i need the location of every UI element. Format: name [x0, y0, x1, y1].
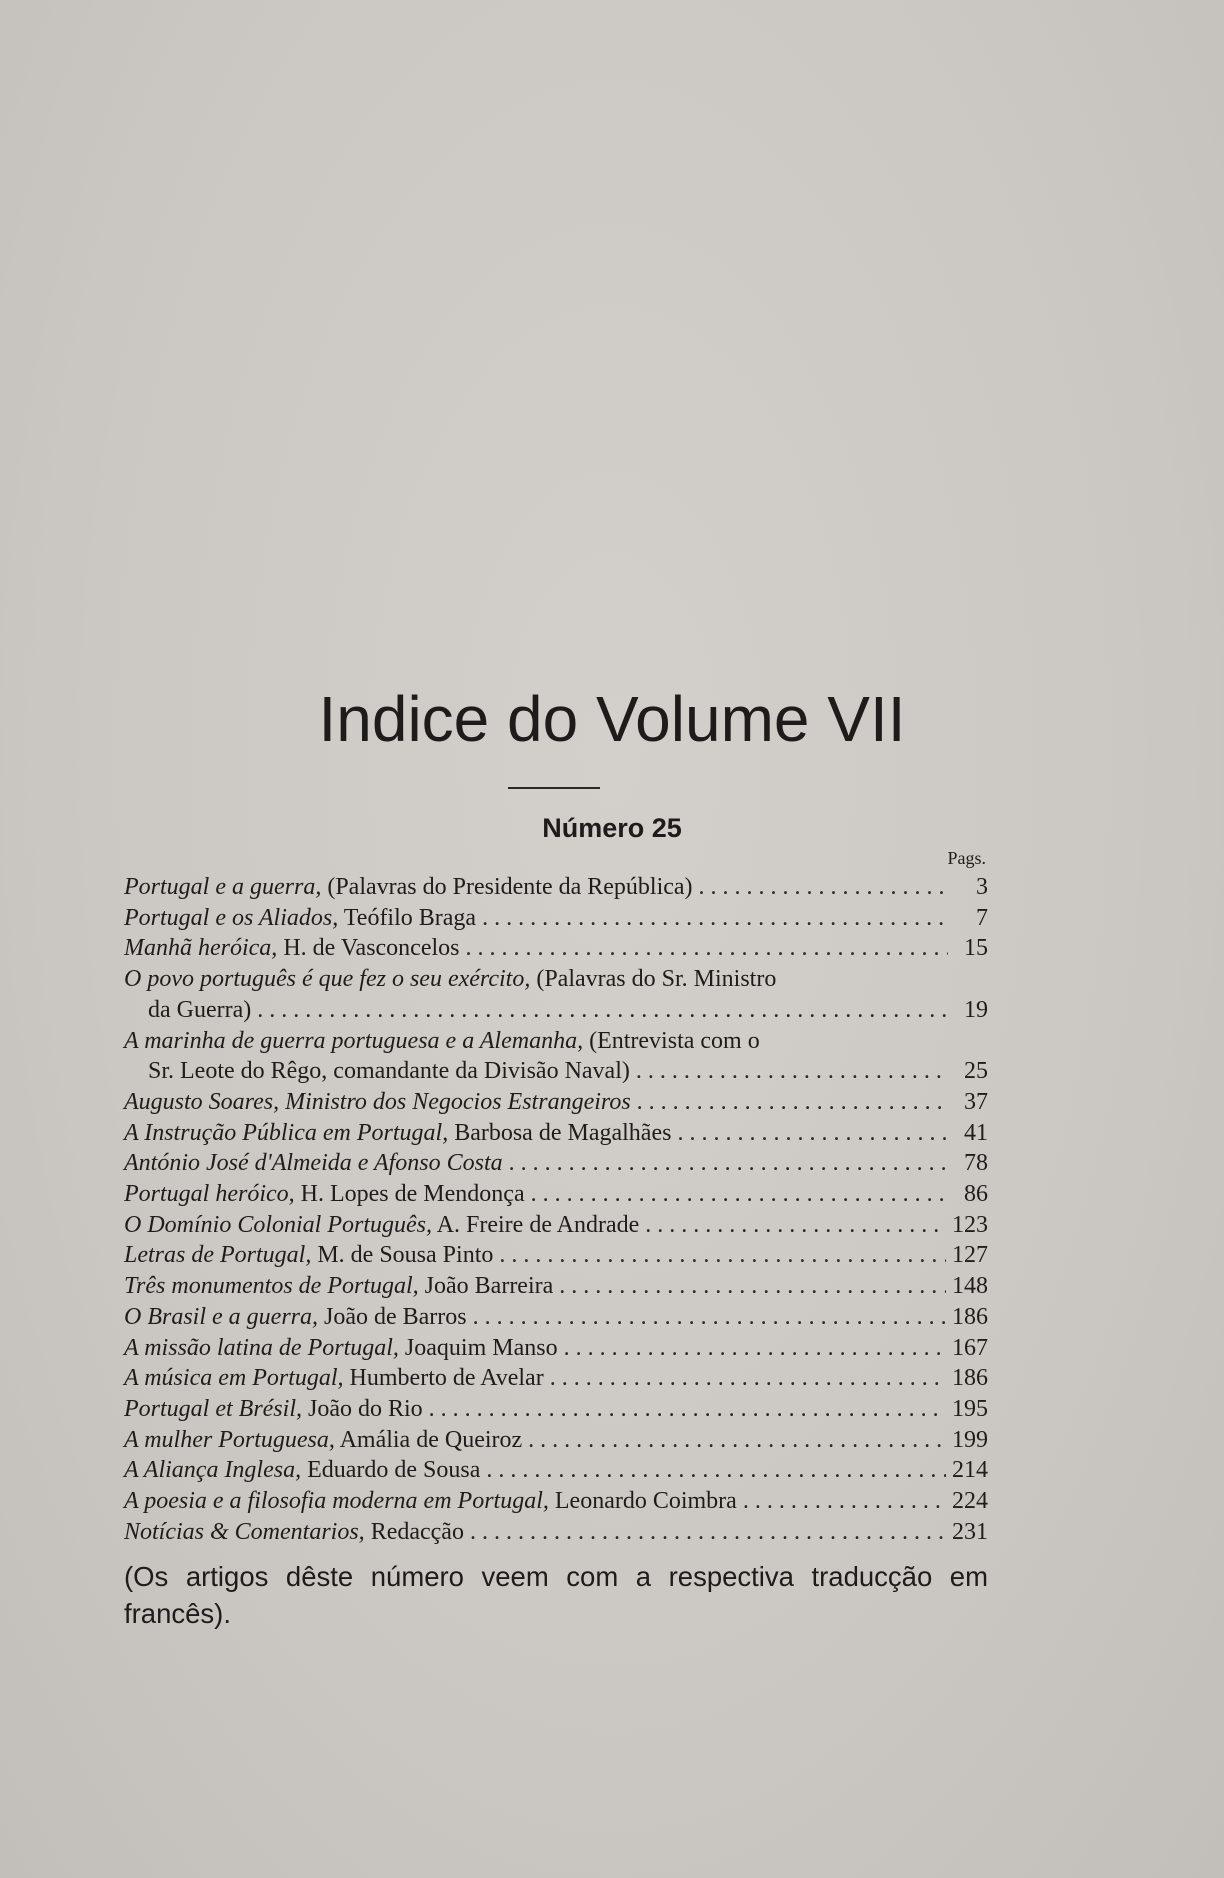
toc-entry-text [124, 1333, 558, 1364]
page-number: 148 [952, 1273, 988, 1300]
article-title: Portugal e os Aliados, [124, 904, 339, 931]
toc-entry-line [124, 1026, 988, 1057]
toc-entry-text [124, 1179, 525, 1210]
toc-entry-line [124, 1148, 988, 1179]
dot-leader [636, 1056, 948, 1087]
article-title: A Instrução Pública em Portugal, [124, 1119, 449, 1146]
toc-entry-text [124, 964, 776, 995]
toc-entry-line [124, 872, 988, 903]
article-author: H. Lopes de Mendonça [294, 1181, 525, 1208]
toc-entry [124, 1333, 988, 1364]
article-title: O Brasil e a guerra, [124, 1303, 318, 1330]
toc-entry-line [124, 1455, 988, 1486]
toc-entry-line [124, 1394, 988, 1425]
toc-entry [124, 1118, 988, 1149]
article-author: H. de Vasconcelos [277, 935, 460, 962]
toc-entry-text [124, 933, 460, 964]
toc-entry-text [124, 1210, 639, 1241]
dot-leader [257, 995, 948, 1026]
page-number: 123 [952, 1211, 988, 1238]
page-number: 199 [952, 1426, 988, 1453]
toc-entry [124, 1486, 988, 1517]
toc-entry [124, 933, 988, 964]
toc-entry-text [124, 1517, 464, 1548]
article-author: João Barreira [418, 1273, 554, 1300]
toc-entry-text [124, 1425, 522, 1456]
page-number: 186 [952, 1365, 988, 1392]
page-number: 78 [964, 1150, 988, 1177]
article-title: Augusto Soares, Ministro dos Negocios Estrangeiros [124, 1088, 631, 1115]
dot-leader [473, 1302, 946, 1333]
dot-leader [486, 1455, 946, 1486]
toc-entry-line [124, 1118, 988, 1149]
article-title: O Domínio Colonial Português, [124, 1211, 433, 1238]
dot-leader [509, 1148, 948, 1179]
toc-entry-line [124, 1425, 988, 1456]
pages-column-header: Pags. [947, 848, 986, 868]
toc-entry [124, 964, 988, 1025]
toc-entry-line [124, 1179, 988, 1210]
toc-entry-line [124, 1517, 988, 1548]
page-number: 231 [952, 1518, 988, 1545]
toc-entry-text [124, 1455, 480, 1486]
article-author: Barbosa de Magalhães [448, 1119, 672, 1146]
toc-entry-line [124, 964, 988, 995]
toc-entry-line [124, 1363, 988, 1394]
toc-entry [124, 1517, 988, 1548]
page-number: 25 [964, 1058, 988, 1085]
table-of-contents [124, 872, 988, 1547]
toc-entry-text [124, 1271, 553, 1302]
toc-entry-continuation: Sr. Leote do Rêgo, comandante da Divisão Naval) [148, 1058, 630, 1085]
page-number: 186 [952, 1303, 988, 1330]
page-number: 167 [952, 1334, 988, 1361]
toc-entry [124, 1425, 988, 1456]
dot-leader [564, 1333, 946, 1364]
toc-entry-continuation: da Guerra) [148, 996, 252, 1023]
toc-entry-line [124, 1302, 988, 1333]
toc-entry-text [124, 1148, 503, 1179]
toc-entry-text [124, 1394, 423, 1425]
article-author: (Palavras do Sr. Ministro [530, 966, 777, 993]
article-author: (Entrevista com o [583, 1027, 760, 1054]
toc-entry-line [124, 995, 988, 1026]
article-title: Letras de Portugal, [124, 1242, 312, 1269]
dot-leader [550, 1363, 946, 1394]
toc-entry-line [124, 1486, 988, 1517]
toc-entry [124, 1210, 988, 1241]
dot-leader [466, 933, 949, 964]
page-number: 19 [964, 996, 988, 1023]
toc-entry-line [124, 1240, 988, 1271]
toc-entry-line [124, 1271, 988, 1302]
page-number: 224 [952, 1488, 988, 1515]
page-number: 214 [952, 1457, 988, 1484]
page-number: 127 [952, 1242, 988, 1269]
page-number: 15 [964, 935, 988, 962]
dot-leader [528, 1425, 946, 1456]
article-author: A. Freire de Andrade [432, 1211, 640, 1238]
toc-entry-text [124, 1087, 631, 1118]
article-author: Redacção [364, 1518, 464, 1545]
page-number: 195 [952, 1395, 988, 1422]
article-title: A marinha de guerra portuguesa e a Alemanha, [124, 1027, 584, 1054]
dot-leader [645, 1210, 946, 1241]
article-title: A Aliança Inglesa, [124, 1457, 302, 1484]
page-number: 37 [964, 1088, 988, 1115]
toc-entry-text [124, 872, 693, 903]
dot-leader [429, 1394, 946, 1425]
article-author: M. de Sousa Pinto [311, 1242, 494, 1269]
article-author: Leonardo Coimbra [548, 1488, 737, 1515]
toc-entry-line [124, 1056, 988, 1087]
page-title: Indice do Volume VII [318, 683, 906, 755]
toc-entry [124, 1302, 988, 1333]
translation-note: (Os artigos dêste número veem com a respectiva traducção em francês). [124, 1561, 988, 1629]
article-title: A missão latina de Portugal, [124, 1334, 399, 1361]
article-title: A música em Portugal, [124, 1365, 344, 1392]
toc-entry [124, 1179, 988, 1210]
article-title: A mulher Portuguesa, [124, 1426, 335, 1453]
article-title: O povo português é que fez o seu exército, [124, 966, 531, 993]
toc-entry [124, 1148, 988, 1179]
toc-entry-text [124, 1486, 737, 1517]
article-title: Notícias & Comentarios, [124, 1518, 365, 1545]
article-author: Teófilo Braga [338, 904, 477, 931]
toc-entry-text [124, 1363, 544, 1394]
dot-leader [470, 1517, 946, 1548]
title-rule [508, 787, 600, 789]
dot-leader [637, 1087, 948, 1118]
toc-entry-line [124, 1333, 988, 1364]
toc-entry [124, 1455, 988, 1486]
toc-entry-line [124, 903, 988, 934]
article-author: João do Rio [301, 1395, 423, 1422]
toc-entry [124, 1087, 988, 1118]
article-author: Humberto de Avelar [343, 1365, 544, 1392]
toc-entry-text [124, 1240, 493, 1271]
toc-entry-text [124, 1026, 760, 1057]
article-title: Portugal heróico, [124, 1181, 295, 1208]
toc-entry [124, 1240, 988, 1271]
page-number: 41 [964, 1119, 988, 1146]
page-number: 86 [964, 1181, 988, 1208]
article-author: Joaquim Manso [398, 1334, 558, 1361]
toc-entry-text [124, 903, 476, 934]
dot-leader [677, 1118, 948, 1149]
article-title: Três monumentos de Portugal, [124, 1273, 419, 1300]
toc-entry-line [124, 933, 988, 964]
article-title: Manhã heróica, [124, 935, 278, 962]
dot-leader [499, 1240, 946, 1271]
toc-entry-text [124, 1118, 671, 1149]
article-title: António José d'Almeida e Afonso Costa [124, 1150, 503, 1177]
toc-entry-line [124, 1087, 988, 1118]
toc-entry [124, 872, 988, 903]
article-title: Portugal et Brésil, [124, 1395, 302, 1422]
article-title: A poesia e a filosofia moderna em Portugal, [124, 1488, 549, 1515]
toc-entry [124, 1394, 988, 1425]
toc-entry [124, 1271, 988, 1302]
dot-leader [531, 1179, 948, 1210]
toc-entry-line [124, 1210, 988, 1241]
dot-leader [482, 903, 948, 934]
article-author: (Palavras do Presidente da República) [321, 874, 693, 900]
page-number: 7 [976, 904, 988, 931]
dot-leader [559, 1271, 946, 1302]
dot-leader [743, 1486, 946, 1517]
article-author: Eduardo de Sousa [301, 1457, 481, 1484]
issue-heading: Número 25 [542, 813, 682, 843]
dot-leader [699, 872, 948, 903]
toc-entry [124, 1026, 988, 1087]
article-title: Portugal e a guerra, [124, 874, 322, 900]
toc-entry-text [124, 1302, 467, 1333]
article-author: João de Barros [318, 1303, 467, 1330]
page-number: 3 [976, 874, 988, 900]
toc-entry [124, 1363, 988, 1394]
article-author: Amália de Queiroz [334, 1426, 523, 1453]
toc-entry [124, 903, 988, 934]
